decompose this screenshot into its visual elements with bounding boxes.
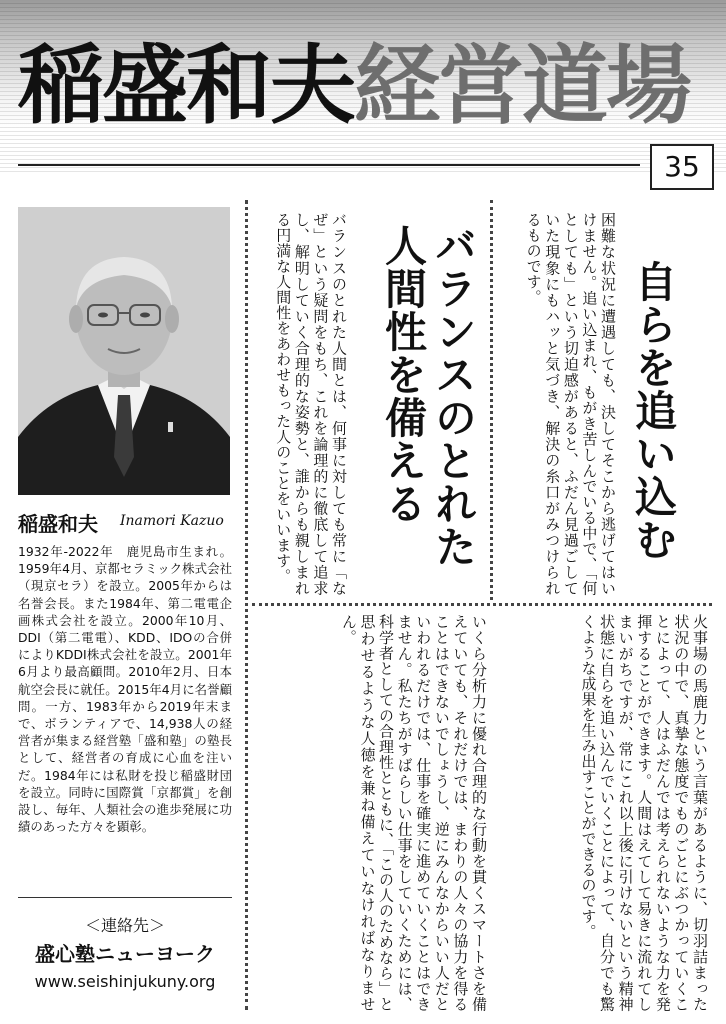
author-biography: 1932年-2022年 鹿児島市生まれ。1959年4月、京都セラミック株式会社（現京セラ）を設立。2005年からは名誉会長。また1984年、第二電電企画株式会社を設立。2000年10月、DDI（第二電電）、KDD、IDOの合併によりKDDI株式会社を設立。2001年6月より最高顧問。2010年2月、日本航空会長に就任。2015年4月に名誉顧問。一方、1983年から2019年末まで、ボランティアで、14,938人の経営者が集まる経営塾「盛和塾」の塾長として、経営者の育成に心血を注いだ。1984年には私財を投じ稲盛財団を設立。同時に国際賞「京都賞」を創設し、毎年、人類社会の進歩発展に功績のあった方々を顕彰。 bbox=[18, 544, 232, 835]
author-name-japanese: 稲盛和夫 bbox=[18, 512, 98, 536]
column-separator-mid bbox=[490, 200, 493, 600]
portrait-illustration bbox=[18, 207, 230, 495]
column-separator-left bbox=[245, 200, 248, 1010]
contact-divider bbox=[18, 897, 232, 898]
series-title bbox=[18, 36, 718, 136]
header-rule bbox=[18, 164, 640, 166]
tier-separator bbox=[252, 603, 712, 606]
author-photo bbox=[18, 207, 230, 495]
issue-number: 35 bbox=[650, 144, 714, 190]
article2-text-lower: いくら分析力に優れ合理的な行動を貫くスマートさを備えていても、それだけでは、まわりの人々の協力を得ることはできないでしょうし、逆にみんなからいい人だといわれるだけでは、仕事を確実に進めていくことはできません。私たちがすばらしい仕事をしていくためには、科学者としての合理性とともに、「この人のためなら」と思わせるような人徳を兼ね備えていなければなりません。 bbox=[339, 614, 488, 1012]
article2-text-upper: バランスのとれた人間とは、何事に対しても常に「なぜ」という疑問をもち、これを論理的に徹底して追求し、解明していく合理的な姿勢と、誰からも親しまれる円満な人間性をあわせもった人のことをいいます。 bbox=[274, 212, 348, 596]
series-title-subject: 経営道場 bbox=[354, 35, 690, 136]
masthead bbox=[0, 0, 726, 183]
article1-text-lower: 火事場の馬鹿力という言葉があるように、切羽詰まった状況の中で、真摯な態度でものごとにぶつかっていくことによって、人はふだんでは考えられないような力を発揮することができます。人間はえてして易きに流れてしまいがちですが、常にこれ以上後に引けないという精神状態に自らを追い込んでいくことによって、自分でも驚くような成果を生み出すことができるのです。 bbox=[579, 614, 709, 1012]
contact-organization: 盛心塾ニューヨーク bbox=[35, 942, 215, 966]
article1-headline: 自らを追い込む bbox=[629, 260, 678, 561]
contact-url[interactable]: www.seishinjukuny.org bbox=[34, 972, 216, 991]
article1-text-upper: 困難な状況に遭遇しても、決してそこから逃げてはいけません。追い込まれ、もがき苦しんでいる中で、「何としても」という切迫感があると、ふだん見過ごしていた現象にもハッと気づき、解決の糸口がみつけられるものです。 bbox=[524, 212, 617, 596]
contact-label: ＜連絡先＞ bbox=[84, 916, 165, 935]
series-title-name: 稲盛和夫 bbox=[18, 35, 354, 136]
article2-headline: バランスのとれた人間性を備える bbox=[379, 224, 478, 568]
author-name-romaji: Inamori Kazuo bbox=[120, 513, 224, 529]
